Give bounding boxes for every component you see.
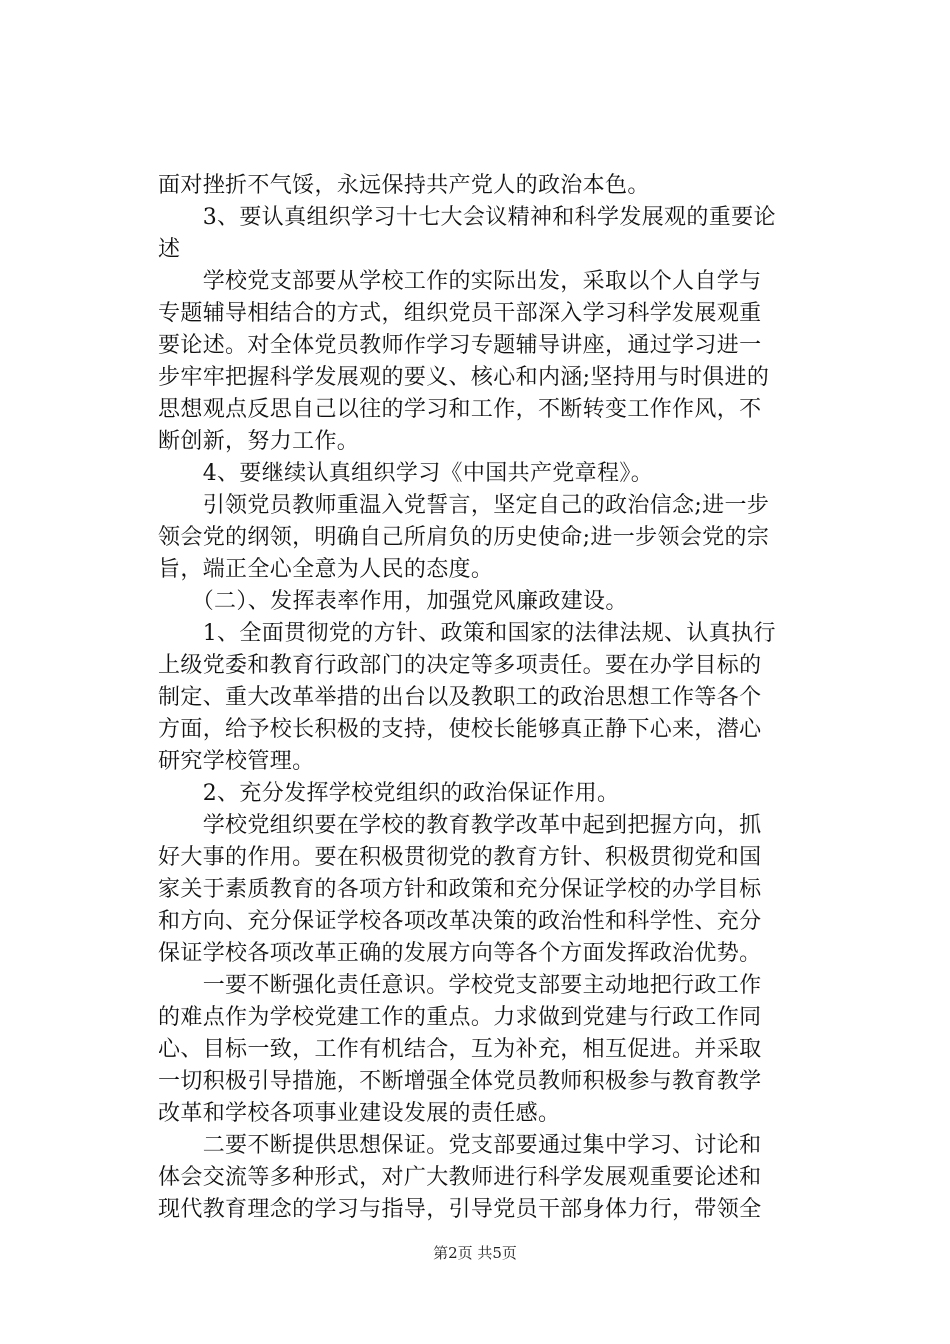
text-line: 二要不断提供思想保证。党支部要通过集中学习、讨论和 xyxy=(158,1133,762,1158)
text-line: 研究学校管理。 xyxy=(158,749,315,774)
text-line: 保证学校各项改革正确的发展方向等各个方面发挥政治优势。 xyxy=(158,941,762,966)
text-line: 改革和学校各项事业建设发展的责任感。 xyxy=(158,1101,561,1126)
text-line: 要论述。对全体党员教师作学习专题辅导讲座，通过学习进一 xyxy=(158,333,762,358)
text-line: 体会交流等多种形式，对广大教师进行科学发展观重要论述和 xyxy=(158,1165,762,1190)
text-line: 领会党的纲领，明确自己所肩负的历史使命;进一步领会党的宗 xyxy=(158,525,770,550)
text-line: 学校党支部要从学校工作的实际出发，采取以个人自学与 xyxy=(158,269,762,294)
text-line: 好大事的作用。要在积极贯彻党的教育方针、积极贯彻党和国 xyxy=(158,845,762,870)
text-line: 步牢牢把握科学发展观的要义、核心和内涵;坚持用与时俱进的 xyxy=(158,365,770,390)
text-line: 1、全面贯彻党的方针、政策和国家的法律法规、认真执行 xyxy=(158,621,776,646)
text-line: 4、要继续认真组织学习《中国共产党章程》。 xyxy=(158,461,654,486)
text-line: 心、目标一致，工作有机结合，互为补充，相互促进。并采取 xyxy=(158,1037,762,1062)
text-line: 3、要认真组织学习十七大会议精神和科学发展观的重要论 xyxy=(158,205,776,230)
text-line: 家关于素质教育的各项方针和政策和充分保证学校的办学目标 xyxy=(158,877,762,902)
text-line: 思想观点反思自己以往的学习和工作，不断转变工作作风，不 xyxy=(158,397,762,422)
text-line: 方面，给予校长积极的支持，使校长能够真正静下心来，潜心 xyxy=(158,717,762,742)
text-line: 旨，端正全心全意为人民的态度。 xyxy=(158,557,494,582)
text-line: 现代教育理念的学习与指导，引导党员干部身体力行，带领全 xyxy=(158,1197,762,1222)
text-line: 制定、重大改革举措的出台以及教职工的政治思想工作等各个 xyxy=(158,685,762,710)
document-body xyxy=(158,170,828,1226)
page-footer: 第2页 共5页 xyxy=(433,1244,517,1262)
text-line: （二）、发挥表率作用，加强党风廉政建设。 xyxy=(158,589,628,614)
text-line: 一切积极引导措施，不断增强全体党员教师积极参与教育教学 xyxy=(158,1069,762,1094)
text-line: 上级党委和教育行政部门的决定等多项责任。要在办学目标的 xyxy=(158,653,762,678)
text-line: 的难点作为学校党建工作的重点。力求做到党建与行政工作同 xyxy=(158,1005,762,1030)
text-line: 引领党员教师重温入党誓言，坚定自己的政治信念;进一步 xyxy=(158,493,770,518)
text-line: 学校党组织要在学校的教育教学改革中起到把握方向，抓 xyxy=(158,813,762,838)
text-line: 专题辅导相结合的方式，组织党员干部深入学习科学发展观重 xyxy=(158,301,762,326)
text-line: 2、充分发挥学校党组织的政治保证作用。 xyxy=(158,781,620,806)
text-line: 面对挫折不气馁，永远保持共产党人的政治本色。 xyxy=(158,173,650,198)
text-line: 一要不断强化责任意识。学校党支部要主动地把行政工作 xyxy=(158,973,762,998)
text-line: 和方向、充分保证学校各项改革决策的政治性和科学性、充分 xyxy=(158,909,762,934)
text-line: 述 xyxy=(158,237,181,262)
text-line: 断创新，努力工作。 xyxy=(158,429,360,454)
